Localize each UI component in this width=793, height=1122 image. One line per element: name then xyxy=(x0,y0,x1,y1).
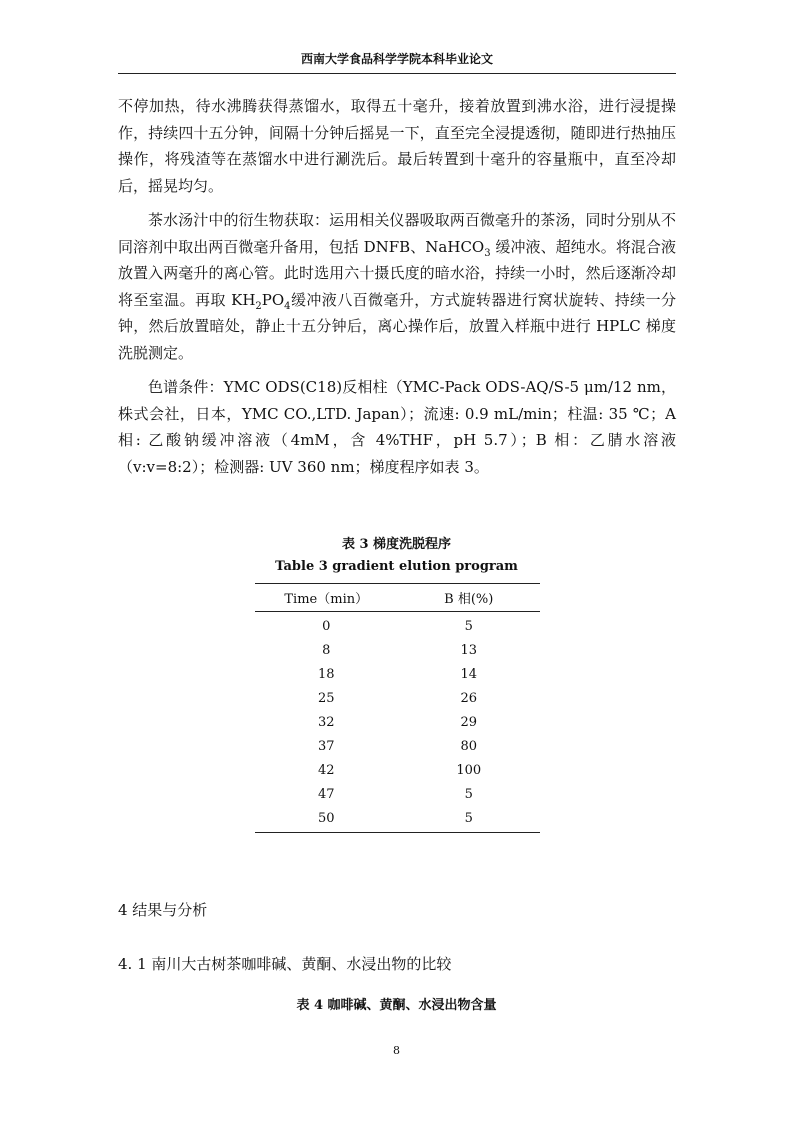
paragraph-derivative xyxy=(118,207,676,366)
table-cell-time: 50 xyxy=(317,810,335,826)
table3-caption-cn: 表 3 梯度洗脱程序 xyxy=(341,537,452,552)
table-row xyxy=(255,686,540,710)
table-row xyxy=(255,614,540,638)
table-row xyxy=(255,806,540,830)
table-row xyxy=(255,734,540,758)
page-header: 西南大学食品科学学院本科毕业论文 xyxy=(118,50,676,74)
table-header-time: Time（min） xyxy=(284,592,369,607)
table-row xyxy=(255,758,540,782)
table-cell-time: 25 xyxy=(317,690,335,706)
table3-caption-en: Table 3 gradient elution program xyxy=(275,559,518,574)
table-cell-b: 5 xyxy=(464,618,473,634)
subscript-3: 3 xyxy=(484,247,491,259)
table-cell-time: 18 xyxy=(317,666,335,682)
table-cell-time: 42 xyxy=(317,762,335,778)
table-cell-time: 32 xyxy=(317,714,335,730)
section-4-title: 4 结果与分析 xyxy=(118,901,208,919)
table-cell-b: 100 xyxy=(456,762,482,778)
table-row xyxy=(255,638,540,662)
paragraph-chromatography: 色谱条件：YMC ODS(C18)反相柱（YMC-Pack ODS-AQ/S-5 μm/12 nm，株式会社，日本，YMC CO.,LTD. Japan）；流速: 0.9 mL/min；柱温: 35 ℃；A 相: 乙酸钠缓冲溶液（4mM，含 4%THF，pH 5.7）；B 相：乙腈水溶液（v:v=8:2）；检测器: UV 360 nm；梯度程序如表 3。 xyxy=(118,378,676,476)
paragraph-derivative-part2: 缓冲液、超纯水。将混合液放置入两毫升的离心管。此时选用六十摄氏度的暗水浴，持续一小时，然后逐渐冷却将至室温。再取 KH xyxy=(118,237,676,309)
body-text xyxy=(118,93,676,488)
page-number: 8 xyxy=(393,1044,400,1057)
table-cell-b: 80 xyxy=(460,738,478,754)
paragraph-extraction: 不停加热，待水沸腾获得蒸馏水，取得五十毫升，接着放置到沸水浴，进行浸提操作，持续四十五分钟，间隔十分钟后摇晃一下，直至完全浸提透彻，随即进行热抽压操作，将残渣等在蒸馏水中进行涮洗后。最后转置到十毫升的容量瓶中，直至冷却后，摇晃均匀。 xyxy=(118,97,676,195)
table4-caption: 表 4 咖啡碱、黄酮、水浸出物含量 xyxy=(296,998,497,1013)
table-cell-time: 37 xyxy=(317,738,335,754)
paragraph-derivative-part1: 茶水汤汁中的衍生物获取：运用相关仪器吸取两百微毫升的茶汤，同时分别从不同溶剂中取出两百微毫升备用，包括 DNFB、NaHCO xyxy=(118,211,676,256)
table-header-row xyxy=(255,584,540,612)
table-cell-b: 5 xyxy=(464,810,473,826)
paragraph-derivative-part4: 缓冲液八百微毫升，方式旋转器进行窝状旋转、持续一分钟，然后放置暗处，静止十五分钟后，离心操作后，放置入样瓶中进行 HPLC 梯度洗脱测定。 xyxy=(118,290,676,362)
table-header-b-phase: B 相(%) xyxy=(444,592,494,607)
table-body xyxy=(255,612,540,832)
table-cell-time: 0 xyxy=(322,618,331,634)
table-cell-b: 26 xyxy=(460,690,478,706)
table-cell-b: 13 xyxy=(460,642,478,658)
paragraph-derivative-part3: PO xyxy=(261,290,285,309)
section-4-1-title: 4. 1 南川大古树茶咖啡碱、黄酮、水浸出物的比较 xyxy=(118,955,452,973)
subscript-4: 4 xyxy=(284,300,291,312)
table-cell-time: 8 xyxy=(322,642,331,658)
table-row xyxy=(255,782,540,806)
table-row xyxy=(255,710,540,734)
table-cell-b: 14 xyxy=(460,666,478,682)
table-cell-b: 29 xyxy=(460,714,478,730)
subscript-2: 2 xyxy=(255,300,262,312)
table-cell-time: 47 xyxy=(317,786,335,802)
table-cell-b: 5 xyxy=(464,786,473,802)
gradient-table xyxy=(255,583,540,833)
table-row xyxy=(255,662,540,686)
